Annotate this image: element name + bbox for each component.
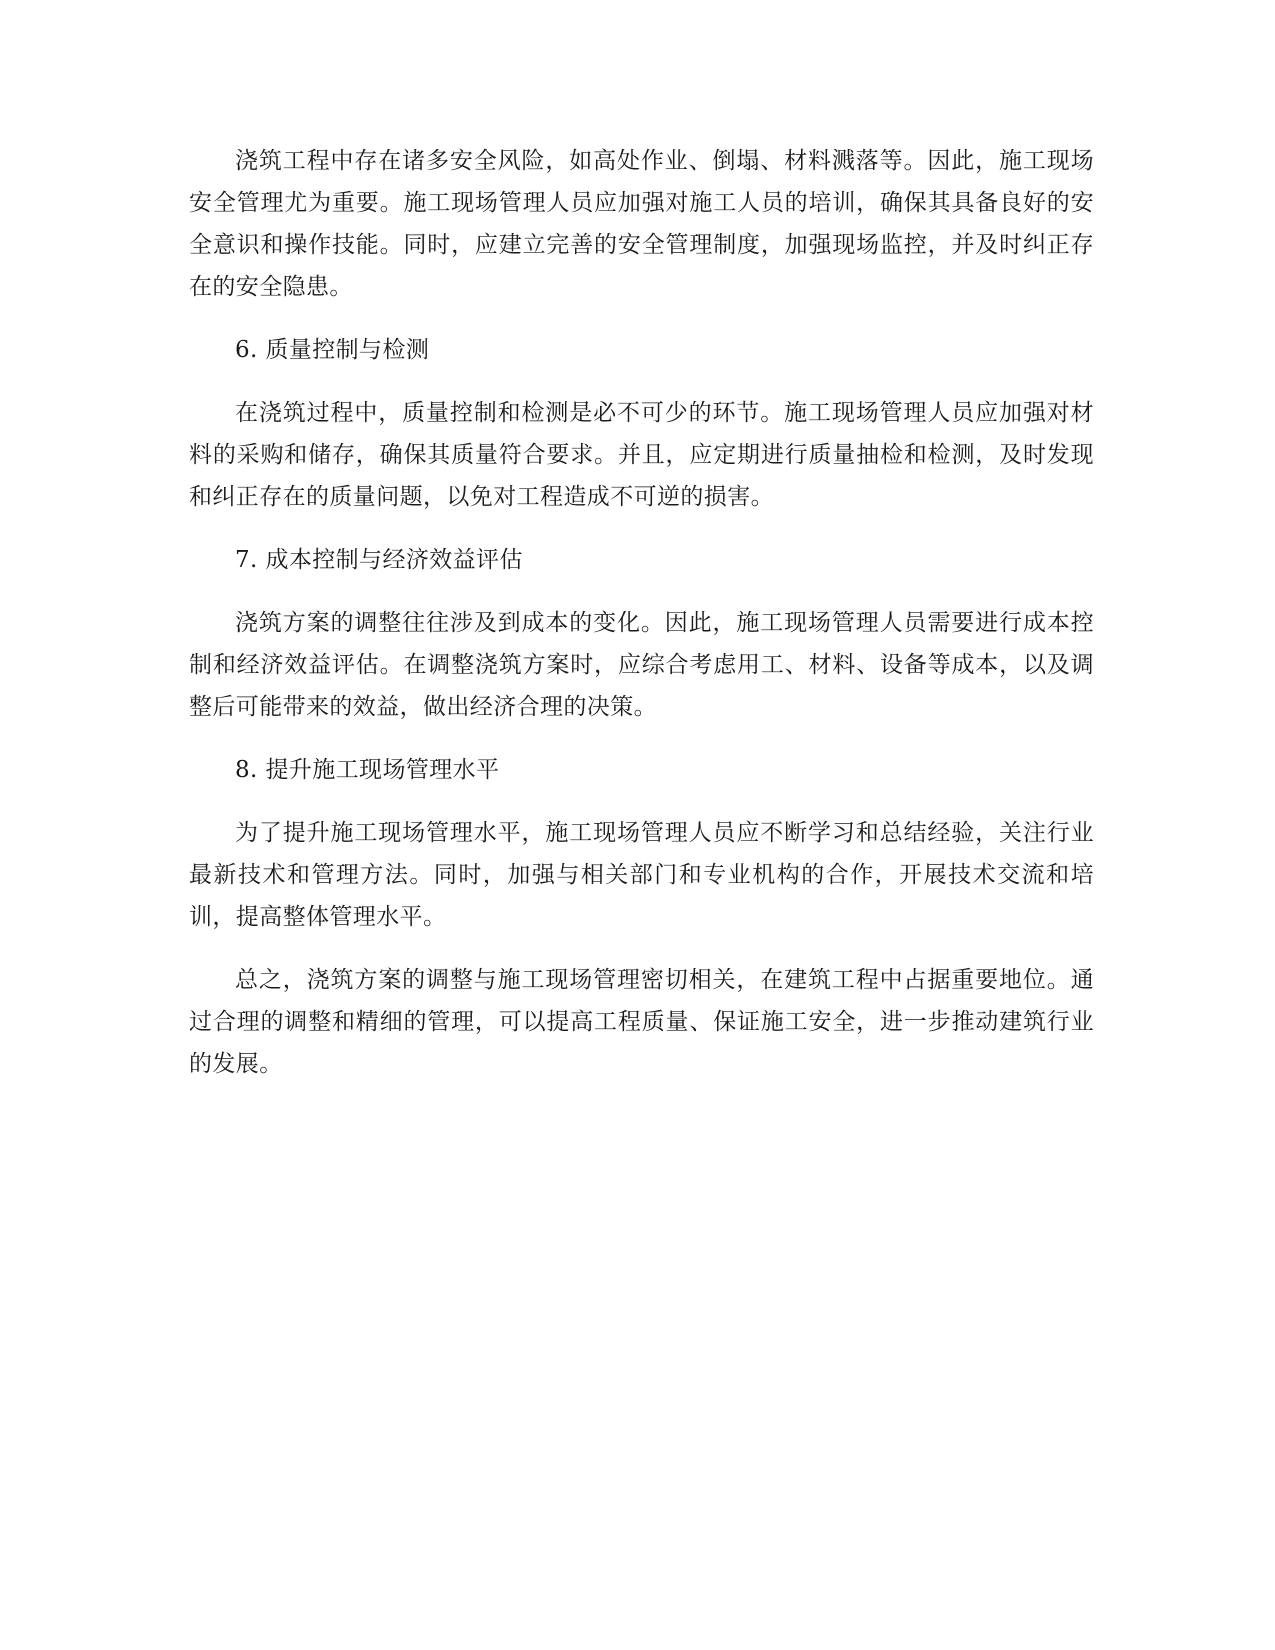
paragraph-cost-control: 浇筑方案的调整往往涉及到成本的变化。因此，施工现场管理人员需要进行成本控制和经济效益评估。在调整浇筑方案时，应综合考虑用工、材料、设备等成本，以及调整后可能带来的效益，做出经济合理的决策。 [189, 610, 1094, 720]
paragraph-management-level: 为了提升施工现场管理水平，施工现场管理人员应不断学习和总结经验，关注行业最新技术和管理方法。同时，加强与相关部门和专业机构的合作，开展技术交流和培训，提高整体管理水平。 [189, 820, 1094, 930]
section-heading-7: 7. 成本控制与经济效益评估 [235, 547, 523, 573]
paragraph-safety-management: 浇筑工程中存在诸多安全风险，如高处作业、倒塌、材料溅落等。因此，施工现场安全管理尤为重要。施工现场管理人员应加强对施工人员的培训，确保其具备良好的安全意识和操作技能。同时，应建立完善的安全管理制度，加强现场监控，并及时纠正存在的安全隐患。 [189, 148, 1094, 300]
document-body [189, 140, 1094, 1106]
paragraph-conclusion: 总之，浇筑方案的调整与施工现场管理密切相关，在建筑工程中占据重要地位。通过合理的调整和精细的管理，可以提高工程质量、保证施工安全，进一步推动建筑行业的发展。 [189, 967, 1094, 1077]
section-heading-6: 6. 质量控制与检测 [235, 337, 430, 363]
section-heading-8: 8. 提升施工现场管理水平 [235, 757, 500, 783]
paragraph-quality-control: 在浇筑过程中，质量控制和检测是必不可少的环节。施工现场管理人员应加强对材料的采购和储存，确保其质量符合要求。并且，应定期进行质量抽检和检测，及时发现和纠正存在的质量问题，以免对工程造成不可逆的损害。 [189, 400, 1094, 510]
